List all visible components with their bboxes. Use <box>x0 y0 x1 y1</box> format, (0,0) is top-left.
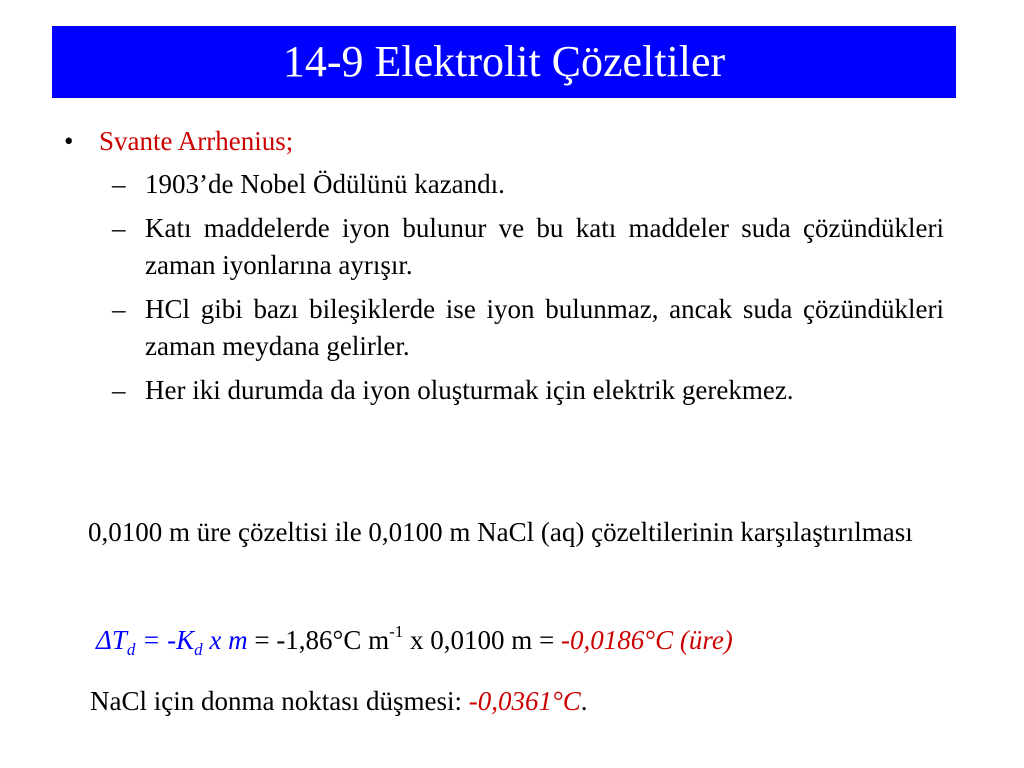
sub-item-text: Katı maddelerde iyon bulunur ve bu katı maddeler suda çözündükleri zaman iyonlarına ayrışır. <box>145 213 944 280</box>
equation-minus-k: = -K <box>135 625 195 655</box>
dash-mark: – <box>112 169 126 199</box>
equation-x-m: x m <box>202 625 248 655</box>
page-title: 14-9 Elektrolit Çözeltiler <box>282 37 726 86</box>
equation-delta-t: ΔT <box>96 625 127 655</box>
dash-mark: – <box>112 375 126 405</box>
bullet-list <box>64 124 944 416</box>
equation-result: -0,0186°C (üre) <box>561 625 733 655</box>
sub-item-text: Her iki durumda da iyon oluşturmak için elektrik gerekmez. <box>145 375 794 405</box>
title-bar <box>52 26 956 98</box>
sub-item-nobel <box>112 166 944 203</box>
bullet-label: Svante Arrhenius; <box>99 126 294 156</box>
freezing-point-equation <box>96 622 733 660</box>
sub-item-no-electricity <box>112 372 944 409</box>
sub-item-text: 1903’de Nobel Ödülünü kazandı. <box>145 169 505 199</box>
bullet-item-arrhenius <box>64 124 944 158</box>
sub-list <box>64 166 944 409</box>
nacl-period: . <box>580 686 588 716</box>
comparison-paragraph: 0,0100 m üre çözeltisi ile 0,0100 m NaCl (aq) çözeltilerinin karşılaştırılması <box>88 517 913 547</box>
nacl-label: NaCl için donma noktası düşmesi: <box>90 686 469 716</box>
sub-item-hcl <box>112 291 944 365</box>
equation-rhs-part2: x 0,0100 m = <box>403 625 562 655</box>
dash-mark: – <box>112 213 126 243</box>
equation-delta-t-subscript: d <box>126 640 136 659</box>
sub-item-solid-ions <box>112 210 944 284</box>
equation-rhs-part1: = -1,86°C m <box>247 625 390 655</box>
dash-mark: – <box>112 294 126 324</box>
equation-k-subscript: d <box>194 640 203 659</box>
sub-item-text: HCl gibi bazı bileşiklerde ise iyon bulunmaz, ancak suda çözündükleri zaman meydana gelirler. <box>145 294 944 361</box>
bullet-mark: • <box>64 126 74 156</box>
nacl-value: -0,0361°C <box>468 686 581 716</box>
equation-rhs-superscript: -1 <box>389 622 404 641</box>
nacl-freezing-point-line <box>90 686 588 717</box>
